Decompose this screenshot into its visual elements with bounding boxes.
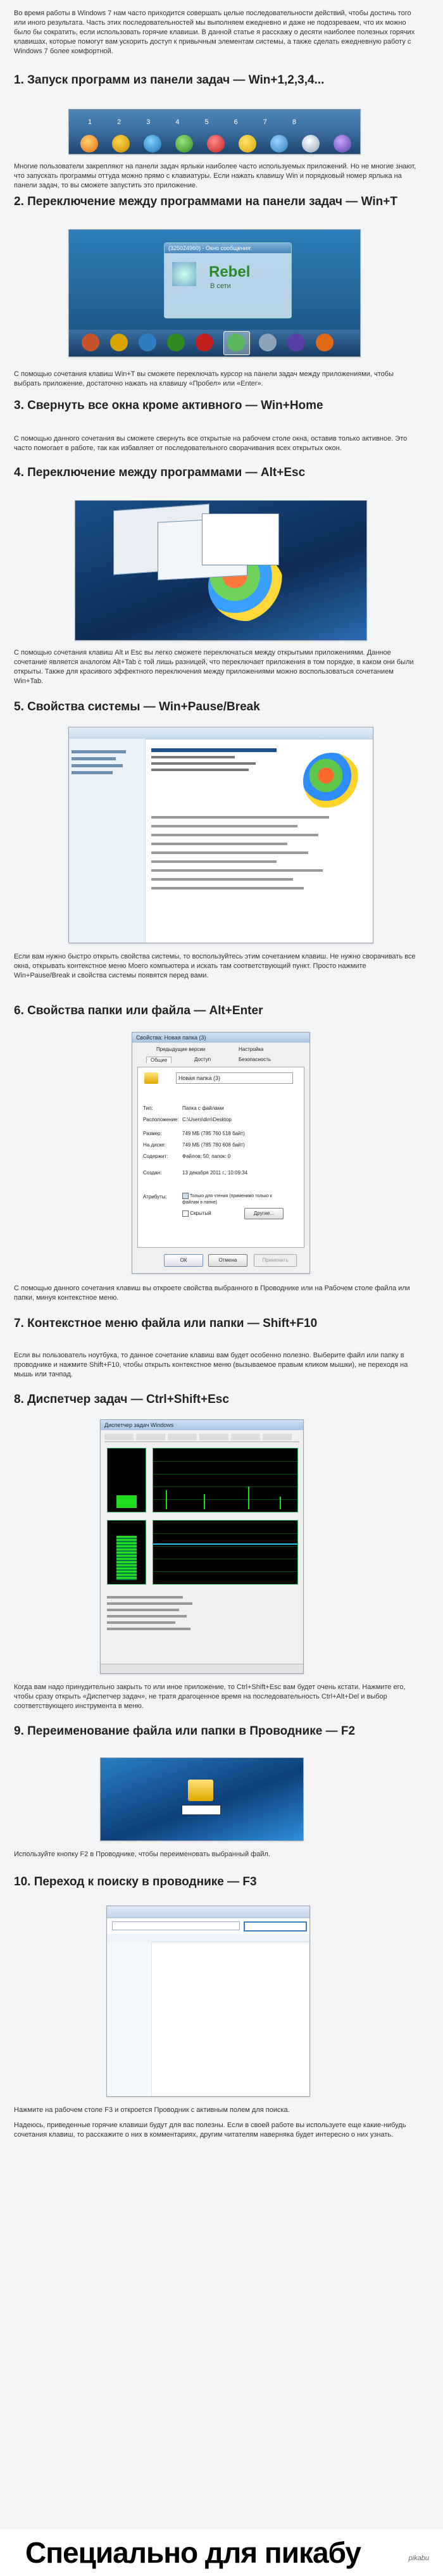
row-label: Тип: bbox=[143, 1105, 153, 1111]
section-4 bbox=[14, 466, 422, 480]
apply-button[interactable]: Применить bbox=[254, 1254, 297, 1267]
row-value: 749 МБ (785 760 518 байт) bbox=[182, 1131, 245, 1136]
intro-block bbox=[14, 9, 422, 56]
section-2-body bbox=[14, 370, 422, 389]
section-9 bbox=[14, 1725, 422, 1738]
footer-title: Специально для пикабу bbox=[25, 2536, 361, 2569]
taskbar-screenshot: 12345678 bbox=[68, 109, 361, 154]
task-manager-title: Диспетчер задач Windows bbox=[101, 1420, 303, 1430]
section-9-text: Используйте кнопку F2 в Проводнике, чтобы переименовать выбранный файл. bbox=[14, 1850, 270, 1858]
folder-icon[interactable] bbox=[112, 135, 130, 153]
taskbar-icon-4[interactable] bbox=[167, 334, 185, 351]
cpu-usage-graph bbox=[107, 1448, 146, 1512]
taskbar-icon-3[interactable] bbox=[139, 334, 156, 351]
folder-icon-rename bbox=[188, 1780, 213, 1801]
avatar bbox=[172, 262, 196, 286]
footer bbox=[0, 2529, 443, 2576]
section-9-body bbox=[14, 1850, 422, 1859]
section-4-body bbox=[14, 648, 422, 686]
intro-text: Во время работы в Windows 7 нам часто приходится совершать целые последовательности действий, чтобы достичь того или иного результата. Часть этих последовательностей мы выполняем ежедневно и даже не подозреваем, что их можно было бы сократить, если использовать горячие клавиши. В данной статье я расскажу о десяти наиболее полезных горячих клавишах, которые помогут вам ускорить доступ к привычным элементам системы, а также сделать ежедневную работу с Windows 7 более комфортной. bbox=[14, 9, 415, 55]
row-value: Папка с файлами bbox=[182, 1105, 224, 1111]
section-2 bbox=[14, 195, 422, 209]
memory-history-graph bbox=[153, 1520, 298, 1585]
contact-name: Rebel bbox=[209, 263, 251, 280]
contact-status: В сети bbox=[210, 282, 231, 290]
section-9-title: 9. Переименование файла или папки в Проводнике — F2 bbox=[14, 1725, 356, 1738]
dialog-title: Свойства: Новая папка (3) bbox=[132, 1033, 309, 1043]
brand-logo[interactable]: pikabu bbox=[408, 2554, 429, 2562]
section-8-title: 8. Диспетчер задач — Ctrl+Shift+Esc bbox=[14, 1393, 229, 1406]
section-3-title: 3. Свернуть все окна кроме активного — Win+Home bbox=[14, 399, 323, 412]
cancel-button[interactable]: Отмена bbox=[208, 1254, 247, 1267]
section-6-title: 6. Свойства папки или файла — Alt+Enter bbox=[14, 1004, 263, 1017]
row-value: 749 МБ (785 780 608 байт) bbox=[182, 1142, 245, 1148]
tab-general[interactable]: Общие bbox=[146, 1057, 172, 1063]
preview-title: (325024960) - Окно сообщения: bbox=[165, 243, 291, 253]
win-t-screenshot bbox=[68, 229, 361, 357]
section-5-title: 5. Свойства системы — Win+Pause/Break bbox=[14, 700, 260, 713]
taskbar-icon-6[interactable] bbox=[227, 334, 245, 351]
section-10 bbox=[14, 1875, 422, 1889]
hidden-label: Скрытый bbox=[190, 1210, 211, 1217]
chrome-icon[interactable] bbox=[239, 135, 256, 153]
section-8 bbox=[14, 1393, 422, 1407]
folder-name-field[interactable]: Новая папка (3) bbox=[176, 1072, 293, 1084]
tab-customize[interactable]: Настройка bbox=[239, 1046, 264, 1052]
row-label: Расположение: bbox=[143, 1117, 179, 1122]
section-3 bbox=[14, 399, 422, 413]
taskbar-icon-2[interactable] bbox=[110, 334, 128, 351]
folder-icon-large bbox=[144, 1072, 158, 1084]
row-value: 13 декабря 2011 г., 10:09:34 bbox=[182, 1170, 248, 1176]
attributes-label: Атрибуты: bbox=[143, 1194, 167, 1200]
cpu-history-graph bbox=[153, 1448, 298, 1512]
section-2-text: С помощью сочетания клавиш Win+T вы сможете переключать курсор на панели задач между приложениями, чтобы выбрать приложение, достаточно нажать на клавишу «Пробел» или «Enter». bbox=[14, 370, 394, 387]
row-label: Размер: bbox=[143, 1131, 162, 1136]
section-10-title: 10. Переход к поиску в проводнике — F3 bbox=[14, 1875, 257, 1888]
firefox-icon[interactable] bbox=[80, 135, 98, 153]
section-5-text: Если вам нужно быстро открыть свойства системы, то воспользуйтесь этим сочетанием клавиш. Не нужно сворачивать все окна, открывать контекстное меню Моего компьютера и искать там соответствующий пункт. Просто нажмите Win+Pause/Break и свойства системы появятся перед вами. bbox=[14, 953, 416, 979]
section-3-text: С помощью данного сочетания вы сможете свернуть все открытые на рабочем столе окна, оставив только активное. Это часто помогает в работе, так как избавляет от последовательного сворачивания всех открытых окон. bbox=[14, 435, 408, 452]
section-6 bbox=[14, 1004, 422, 1018]
system-properties-screenshot bbox=[68, 727, 373, 943]
section-2-title: 2. Переключение между программами на панели задач — Win+T bbox=[14, 195, 397, 208]
rename-screenshot bbox=[100, 1757, 304, 1841]
app2-icon[interactable] bbox=[334, 135, 351, 153]
outro-text: Надеюсь, приведенные горячие клавиши будут для вас полезны. Если в своей работе вы используете еще какие-нибудь сочетания клавиш, то расскажите о них в комментариях, другим читателям наверняка будет интересно о них узнать. bbox=[14, 2121, 406, 2139]
section-4-text: С помощью сочетания клавиш Alt и Esc вы легко сможете переключаться между открытыми приложениями. Данное сочетание является аналогом Alt+Tab с той лишь разницей, что переключает приложения в том порядке, в каком они были открыты. Также для красивого эффектного переключения между приложениями можно воспользоваться сочетанием Win+Tab. bbox=[14, 649, 414, 685]
row-value: Файлов: 50; папок: 0 bbox=[182, 1153, 231, 1159]
taskbar-icon-1[interactable] bbox=[82, 334, 99, 351]
app-icon[interactable] bbox=[302, 135, 320, 153]
section-1-text: Многие пользователи закрепляют на панели задач ярлыки наиболее часто используемых приложений. Но не многие знают, что запускать программы оттуда можно прямо с клавиатуры. Если нажать клавишу Win и порядковый номер ярлыка на панели задач, то вы сможете запустить это приложение. bbox=[14, 163, 416, 189]
section-5-body bbox=[14, 952, 422, 981]
task-manager-screenshot bbox=[100, 1419, 304, 1674]
section-7-body bbox=[14, 1351, 422, 1379]
ok-button[interactable]: ОК bbox=[164, 1254, 203, 1267]
memory-usage-graph bbox=[107, 1520, 146, 1585]
section-10-body bbox=[14, 2106, 422, 2115]
section-6-text: С помощью данного сочетания клавиш вы откроете свойства выбранного в Проводнике или на Рабочем столе файла или папки, минуя контекстное меню. bbox=[14, 1285, 410, 1302]
media-icon[interactable] bbox=[270, 135, 288, 153]
section-7-title: 7. Контекстное меню файла или папки — Shift+F10 bbox=[14, 1317, 318, 1330]
advanced-button[interactable]: Другие... bbox=[244, 1208, 284, 1219]
row-label: На диске: bbox=[143, 1142, 166, 1148]
tab-previous-versions[interactable]: Предыдущие версии bbox=[156, 1046, 206, 1052]
section-7-text: Если вы пользователь ноутбука, то данное сочетание клавиш вам будет особенно полезно. Выберите файл или папку в проводнике и нажмите Shift+F10, чтобы открыть контекстное меню (вызываемое правым кликом мышки), не переходя на мышь или тачпад. bbox=[14, 1352, 408, 1378]
taskbar-icon-5[interactable] bbox=[196, 334, 213, 351]
row-label: Содержит: bbox=[143, 1153, 168, 1159]
readonly-checkbox[interactable] bbox=[182, 1193, 189, 1199]
taskbar-icon-8[interactable] bbox=[287, 334, 305, 351]
section-6-body bbox=[14, 1284, 422, 1303]
section-8-body bbox=[14, 1683, 422, 1711]
row-value: C:\Users\dim\Desktop bbox=[182, 1117, 232, 1122]
ie-icon[interactable] bbox=[144, 135, 161, 153]
tab-sharing[interactable]: Доступ bbox=[194, 1057, 211, 1062]
hidden-checkbox[interactable] bbox=[182, 1210, 189, 1217]
section-1-body bbox=[14, 162, 422, 191]
section-3-body bbox=[14, 434, 422, 453]
readonly-label: Только для чтения (применимо только к файлам в папке) bbox=[182, 1193, 272, 1205]
section-10-text: Нажмите на рабочем столе F3 и откроется Проводник с активным полем для поиска. bbox=[14, 2106, 290, 2114]
windows-logo-2 bbox=[303, 753, 360, 810]
section-8-text: Когда вам надо принудительно закрыть то или иное приложение, то Ctrl+Shift+Esc вам будет очень кстати. Нажмите его, чтобы сразу открыть «Диспетчер задач», не тратя драгоценное время на последовательность Ctrl+Alt+Del и выбор соответствующего инструмента в меню. bbox=[14, 1683, 406, 1710]
row-label: Создан: bbox=[143, 1170, 162, 1176]
folder-properties-dialog bbox=[132, 1032, 310, 1274]
explorer-search-screenshot bbox=[106, 1906, 310, 2097]
section-5 bbox=[14, 700, 422, 714]
tab-security[interactable]: Безопасность bbox=[239, 1057, 271, 1062]
outro-block bbox=[14, 2121, 422, 2140]
taskbar-icon-9[interactable] bbox=[316, 334, 334, 351]
alt-esc-screenshot bbox=[75, 500, 367, 641]
rename-field[interactable] bbox=[182, 1805, 221, 1815]
section-7 bbox=[14, 1317, 422, 1331]
section-1 bbox=[14, 73, 422, 87]
section-4-title: 4. Переключение между программами — Alt+Esc bbox=[14, 466, 306, 479]
search-box[interactable] bbox=[244, 1921, 307, 1932]
icq-icon[interactable] bbox=[175, 135, 193, 153]
opera-icon[interactable] bbox=[207, 135, 225, 153]
section-1-title: 1. Запуск программ из панели задач — Win+1,2,3,4... bbox=[14, 73, 325, 87]
taskbar-icon-7[interactable] bbox=[259, 334, 277, 351]
